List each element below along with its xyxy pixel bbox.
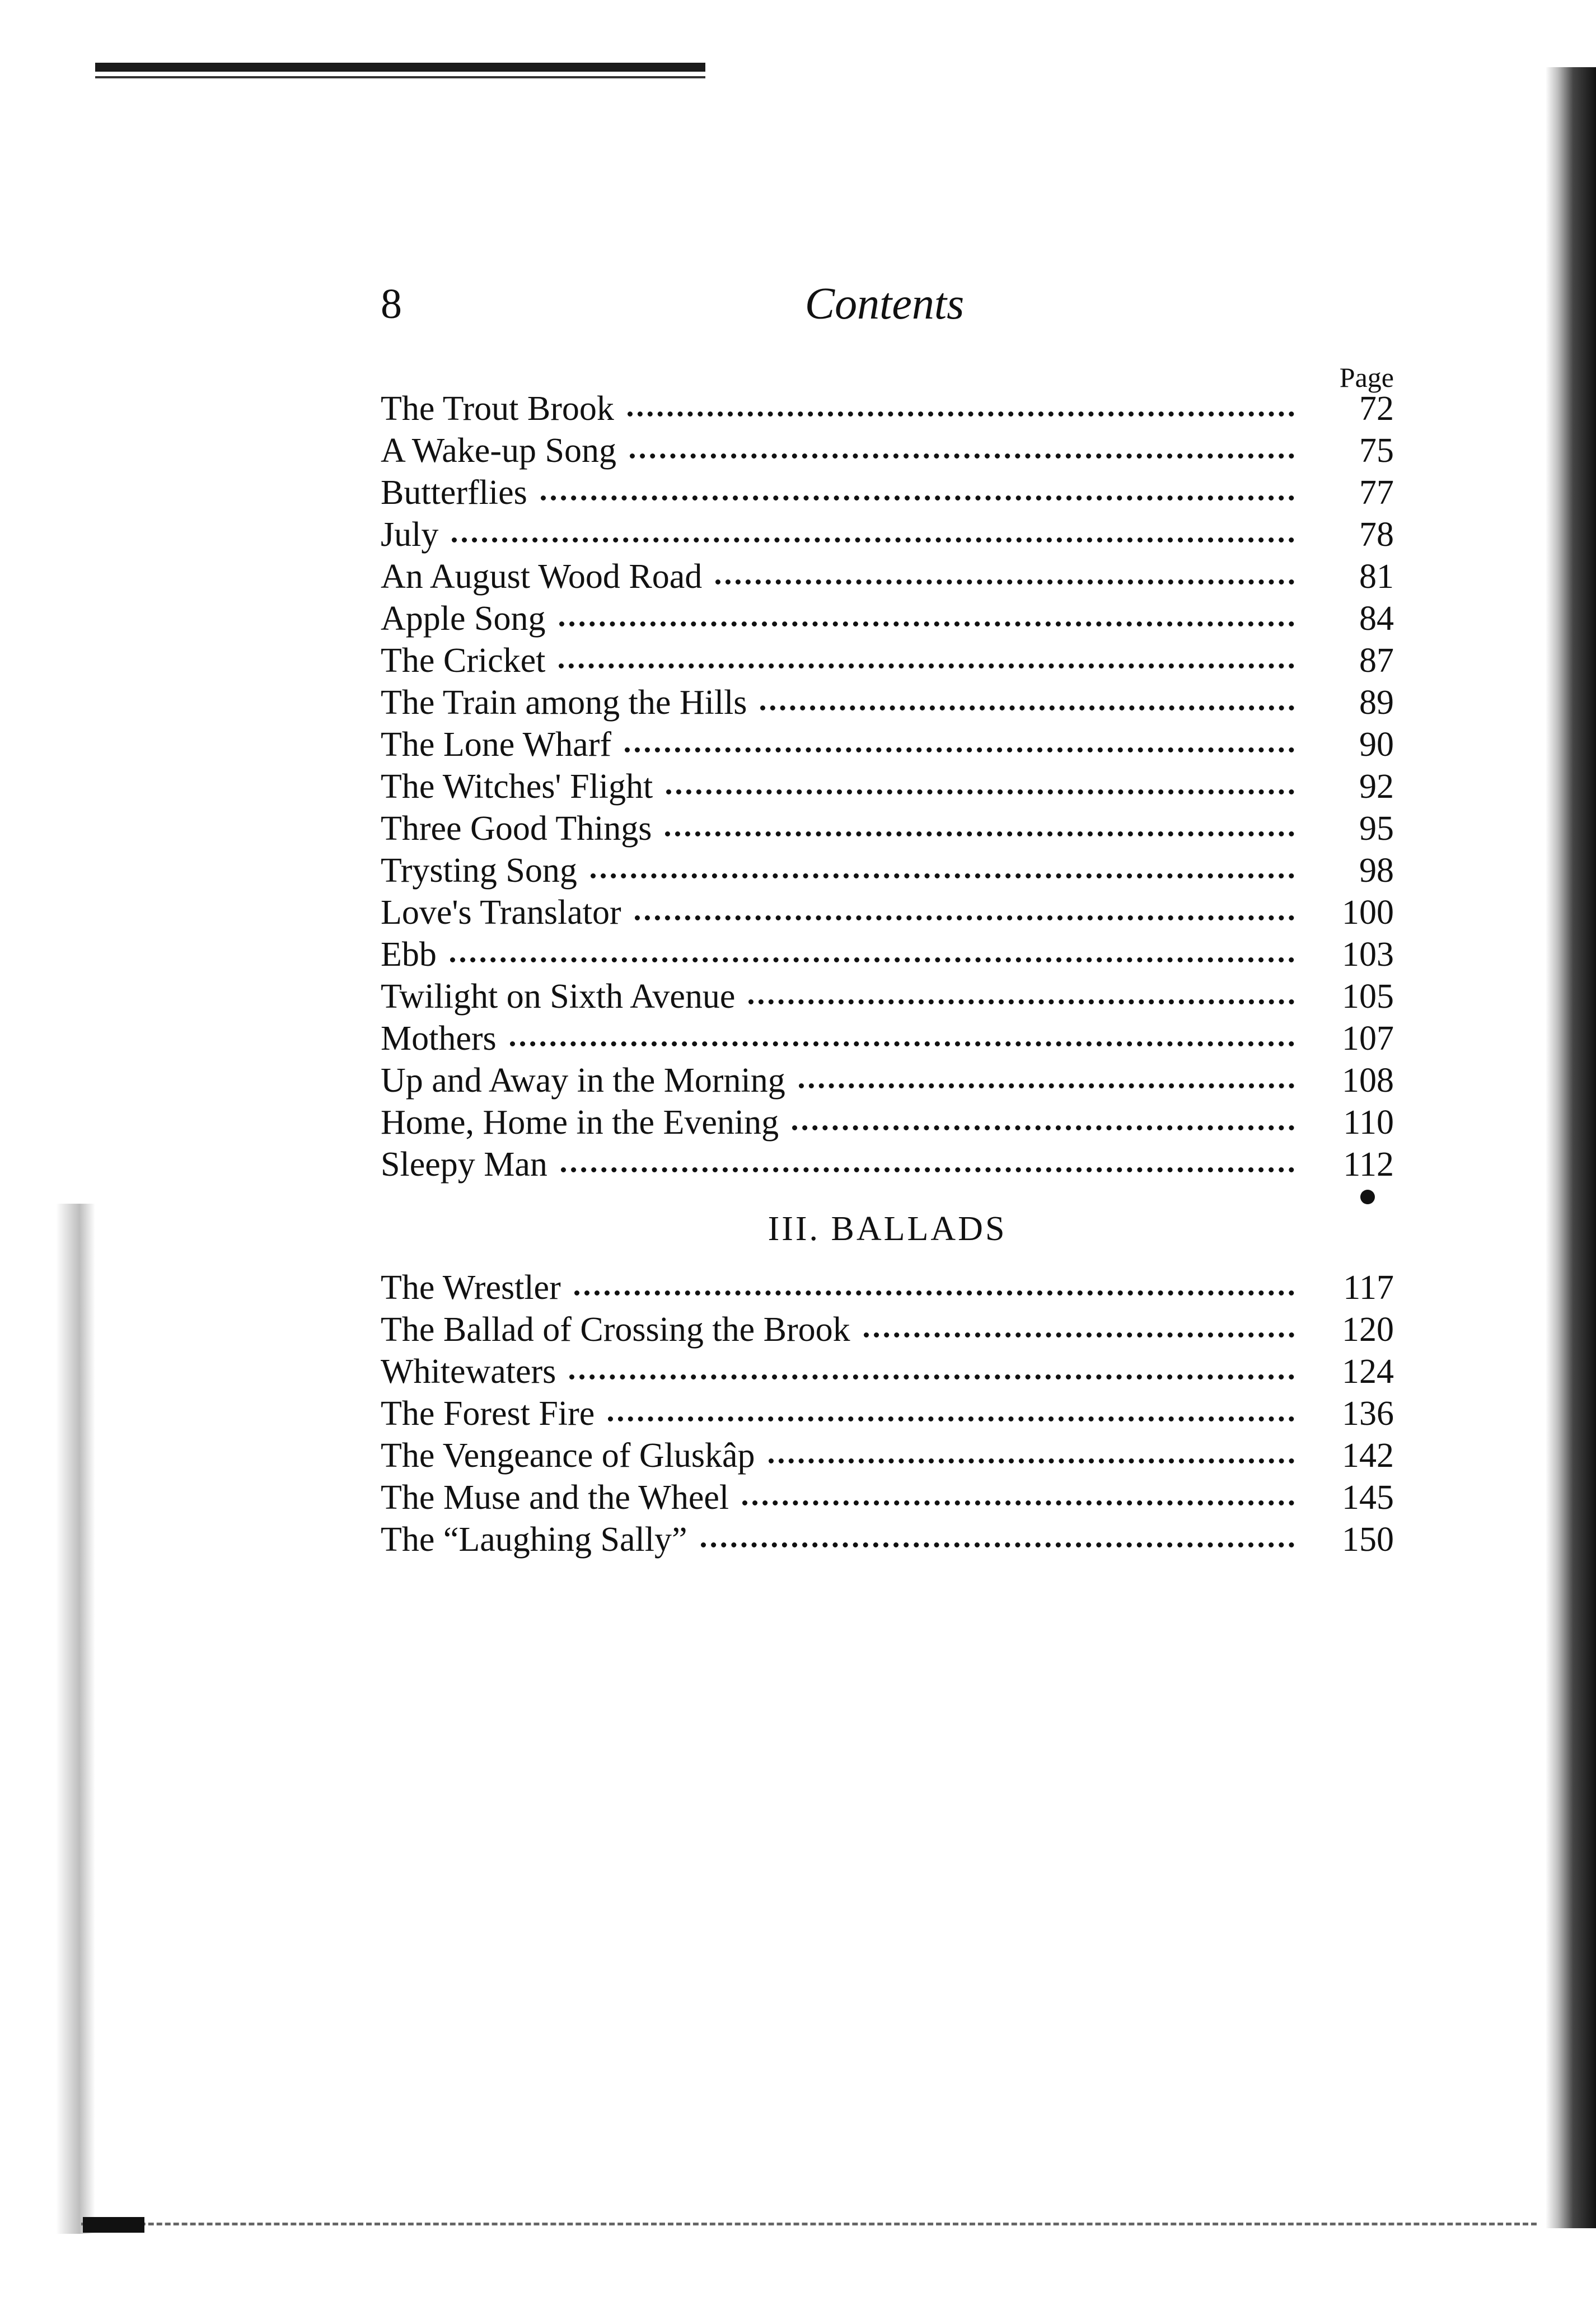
toc-entry — [381, 1019, 1394, 1061]
entry-page: 120 — [1342, 1311, 1394, 1349]
toc-entry — [381, 389, 1394, 431]
entry-page: 84 — [1359, 600, 1394, 638]
dot-leader — [510, 1041, 1294, 1046]
entry-page: 124 — [1342, 1353, 1394, 1391]
entry-page: 89 — [1359, 684, 1394, 722]
entry-title: The Muse and the Wheel — [381, 1478, 740, 1518]
entry-page: 145 — [1342, 1479, 1394, 1517]
entry-title: Twilight on Sixth Avenue — [381, 977, 746, 1017]
entry-title: Ebb — [381, 935, 448, 975]
toc-entry — [381, 851, 1394, 893]
toc-entry — [381, 1478, 1394, 1520]
toc-entry — [381, 1268, 1394, 1310]
page-column-label: Page — [1339, 362, 1394, 393]
toc-entry — [381, 683, 1394, 725]
entry-page: 87 — [1359, 642, 1394, 680]
toc-entry — [381, 893, 1394, 935]
entry-page: 90 — [1359, 726, 1394, 764]
ornament-mark — [1360, 1190, 1375, 1204]
entry-title: The Witches' Flight — [381, 767, 664, 807]
top-rule — [95, 63, 705, 72]
toc-entry — [381, 1520, 1394, 1562]
toc-entry — [381, 767, 1394, 809]
dot-leader — [608, 1416, 1294, 1421]
page-edge-smudge — [56, 1204, 95, 2234]
page-edge-shadow — [1546, 67, 1596, 2228]
entry-title: The Lone Wharf — [381, 725, 623, 765]
entry-title: The Train among the Hills — [381, 683, 758, 723]
toc-entry — [381, 935, 1394, 977]
entry-page: 78 — [1359, 516, 1394, 554]
entry-page: 117 — [1343, 1269, 1394, 1307]
entry-title: The Ballad of Crossing the Brook — [381, 1310, 862, 1350]
toc-entry — [381, 557, 1394, 599]
entry-page: 72 — [1359, 390, 1394, 428]
dot-leader — [799, 1083, 1294, 1088]
dot-leader — [666, 789, 1294, 794]
dot-leader — [625, 747, 1294, 752]
dot-leader — [559, 621, 1295, 626]
entry-page: 75 — [1359, 432, 1394, 470]
entry-page: 95 — [1359, 810, 1394, 848]
toc-entry — [381, 431, 1394, 473]
dot-leader — [559, 663, 1294, 668]
dot-leader — [665, 831, 1294, 836]
entry-title: Home, Home in the Evening — [381, 1103, 790, 1143]
entry-title: Apple Song — [381, 599, 557, 639]
entry-title: The Wrestler — [381, 1268, 572, 1308]
top-rule-thin — [95, 76, 705, 78]
entry-page: 107 — [1342, 1019, 1394, 1058]
bottom-mark — [83, 2217, 144, 2233]
entry-title: Sleepy Man — [381, 1145, 559, 1185]
entry-page: 100 — [1342, 894, 1394, 932]
dot-leader — [569, 1374, 1294, 1379]
entry-page: 108 — [1342, 1061, 1394, 1100]
dot-leader — [541, 495, 1294, 501]
entry-page: 136 — [1342, 1395, 1394, 1433]
entry-page: 150 — [1342, 1521, 1394, 1559]
dot-leader — [574, 1290, 1294, 1296]
entry-page: 77 — [1359, 474, 1394, 512]
toc-entry — [381, 515, 1394, 557]
entry-page: 142 — [1342, 1437, 1394, 1475]
entry-page: 103 — [1342, 936, 1394, 974]
entry-title: Up and Away in the Morning — [381, 1061, 797, 1101]
entry-title: The “Laughing Sally” — [381, 1520, 699, 1560]
dot-leader — [450, 957, 1294, 962]
toc-entry — [381, 473, 1394, 515]
entry-title: July — [381, 515, 450, 555]
dot-leader — [792, 1125, 1294, 1130]
toc-entry — [381, 1061, 1394, 1103]
toc-entry — [381, 1310, 1394, 1352]
dot-leader — [748, 999, 1294, 1004]
entry-page: 92 — [1359, 768, 1394, 806]
toc-entry — [381, 1436, 1394, 1478]
toc-entry — [381, 977, 1394, 1019]
entry-page: 81 — [1359, 558, 1394, 596]
dot-leader — [452, 537, 1294, 542]
entry-title: Trysting Song — [381, 851, 588, 891]
entry-title: The Vengeance of Gluskâp — [381, 1436, 766, 1476]
toc-entry — [381, 1145, 1394, 1187]
bottom-rule — [81, 2223, 1537, 2229]
dot-leader — [635, 915, 1294, 920]
toc-entry — [381, 1352, 1394, 1394]
toc-entry — [381, 1103, 1394, 1145]
entry-page: 98 — [1359, 852, 1394, 890]
toc-entry — [381, 1394, 1394, 1436]
entry-page: 105 — [1342, 978, 1394, 1016]
entry-title: The Cricket — [381, 641, 556, 681]
entry-title: The Trout Brook — [381, 389, 625, 429]
toc-entry — [381, 641, 1394, 683]
toc-entry — [381, 725, 1394, 767]
section-heading: III. BALLADS — [767, 1210, 1007, 1248]
dot-leader — [561, 1167, 1294, 1172]
dot-leader — [769, 1458, 1294, 1463]
entry-page: 110 — [1343, 1103, 1394, 1142]
entry-title: Whitewaters — [381, 1352, 567, 1392]
entry-title: Three Good Things — [381, 809, 663, 849]
entry-title: Love's Translator — [381, 893, 633, 933]
dot-leader — [591, 873, 1294, 878]
dot-leader — [715, 579, 1294, 584]
dot-leader — [864, 1332, 1294, 1337]
dot-leader — [630, 453, 1294, 459]
entry-title: Mothers — [381, 1019, 508, 1059]
entry-title: Butterflies — [381, 473, 539, 513]
page-number: 8 — [381, 280, 402, 328]
entry-title: An August Wood Road — [381, 557, 713, 597]
entry-title: A Wake-up Song — [381, 431, 628, 471]
dot-leader — [742, 1500, 1294, 1505]
running-title: Contents — [804, 279, 965, 329]
toc-entry — [381, 599, 1394, 641]
dot-leader — [628, 411, 1294, 417]
dot-leader — [760, 705, 1294, 710]
entry-page: 112 — [1343, 1145, 1394, 1184]
dot-leader — [701, 1542, 1295, 1547]
entry-title: The Forest Fire — [381, 1394, 606, 1434]
toc-entry — [381, 809, 1394, 851]
